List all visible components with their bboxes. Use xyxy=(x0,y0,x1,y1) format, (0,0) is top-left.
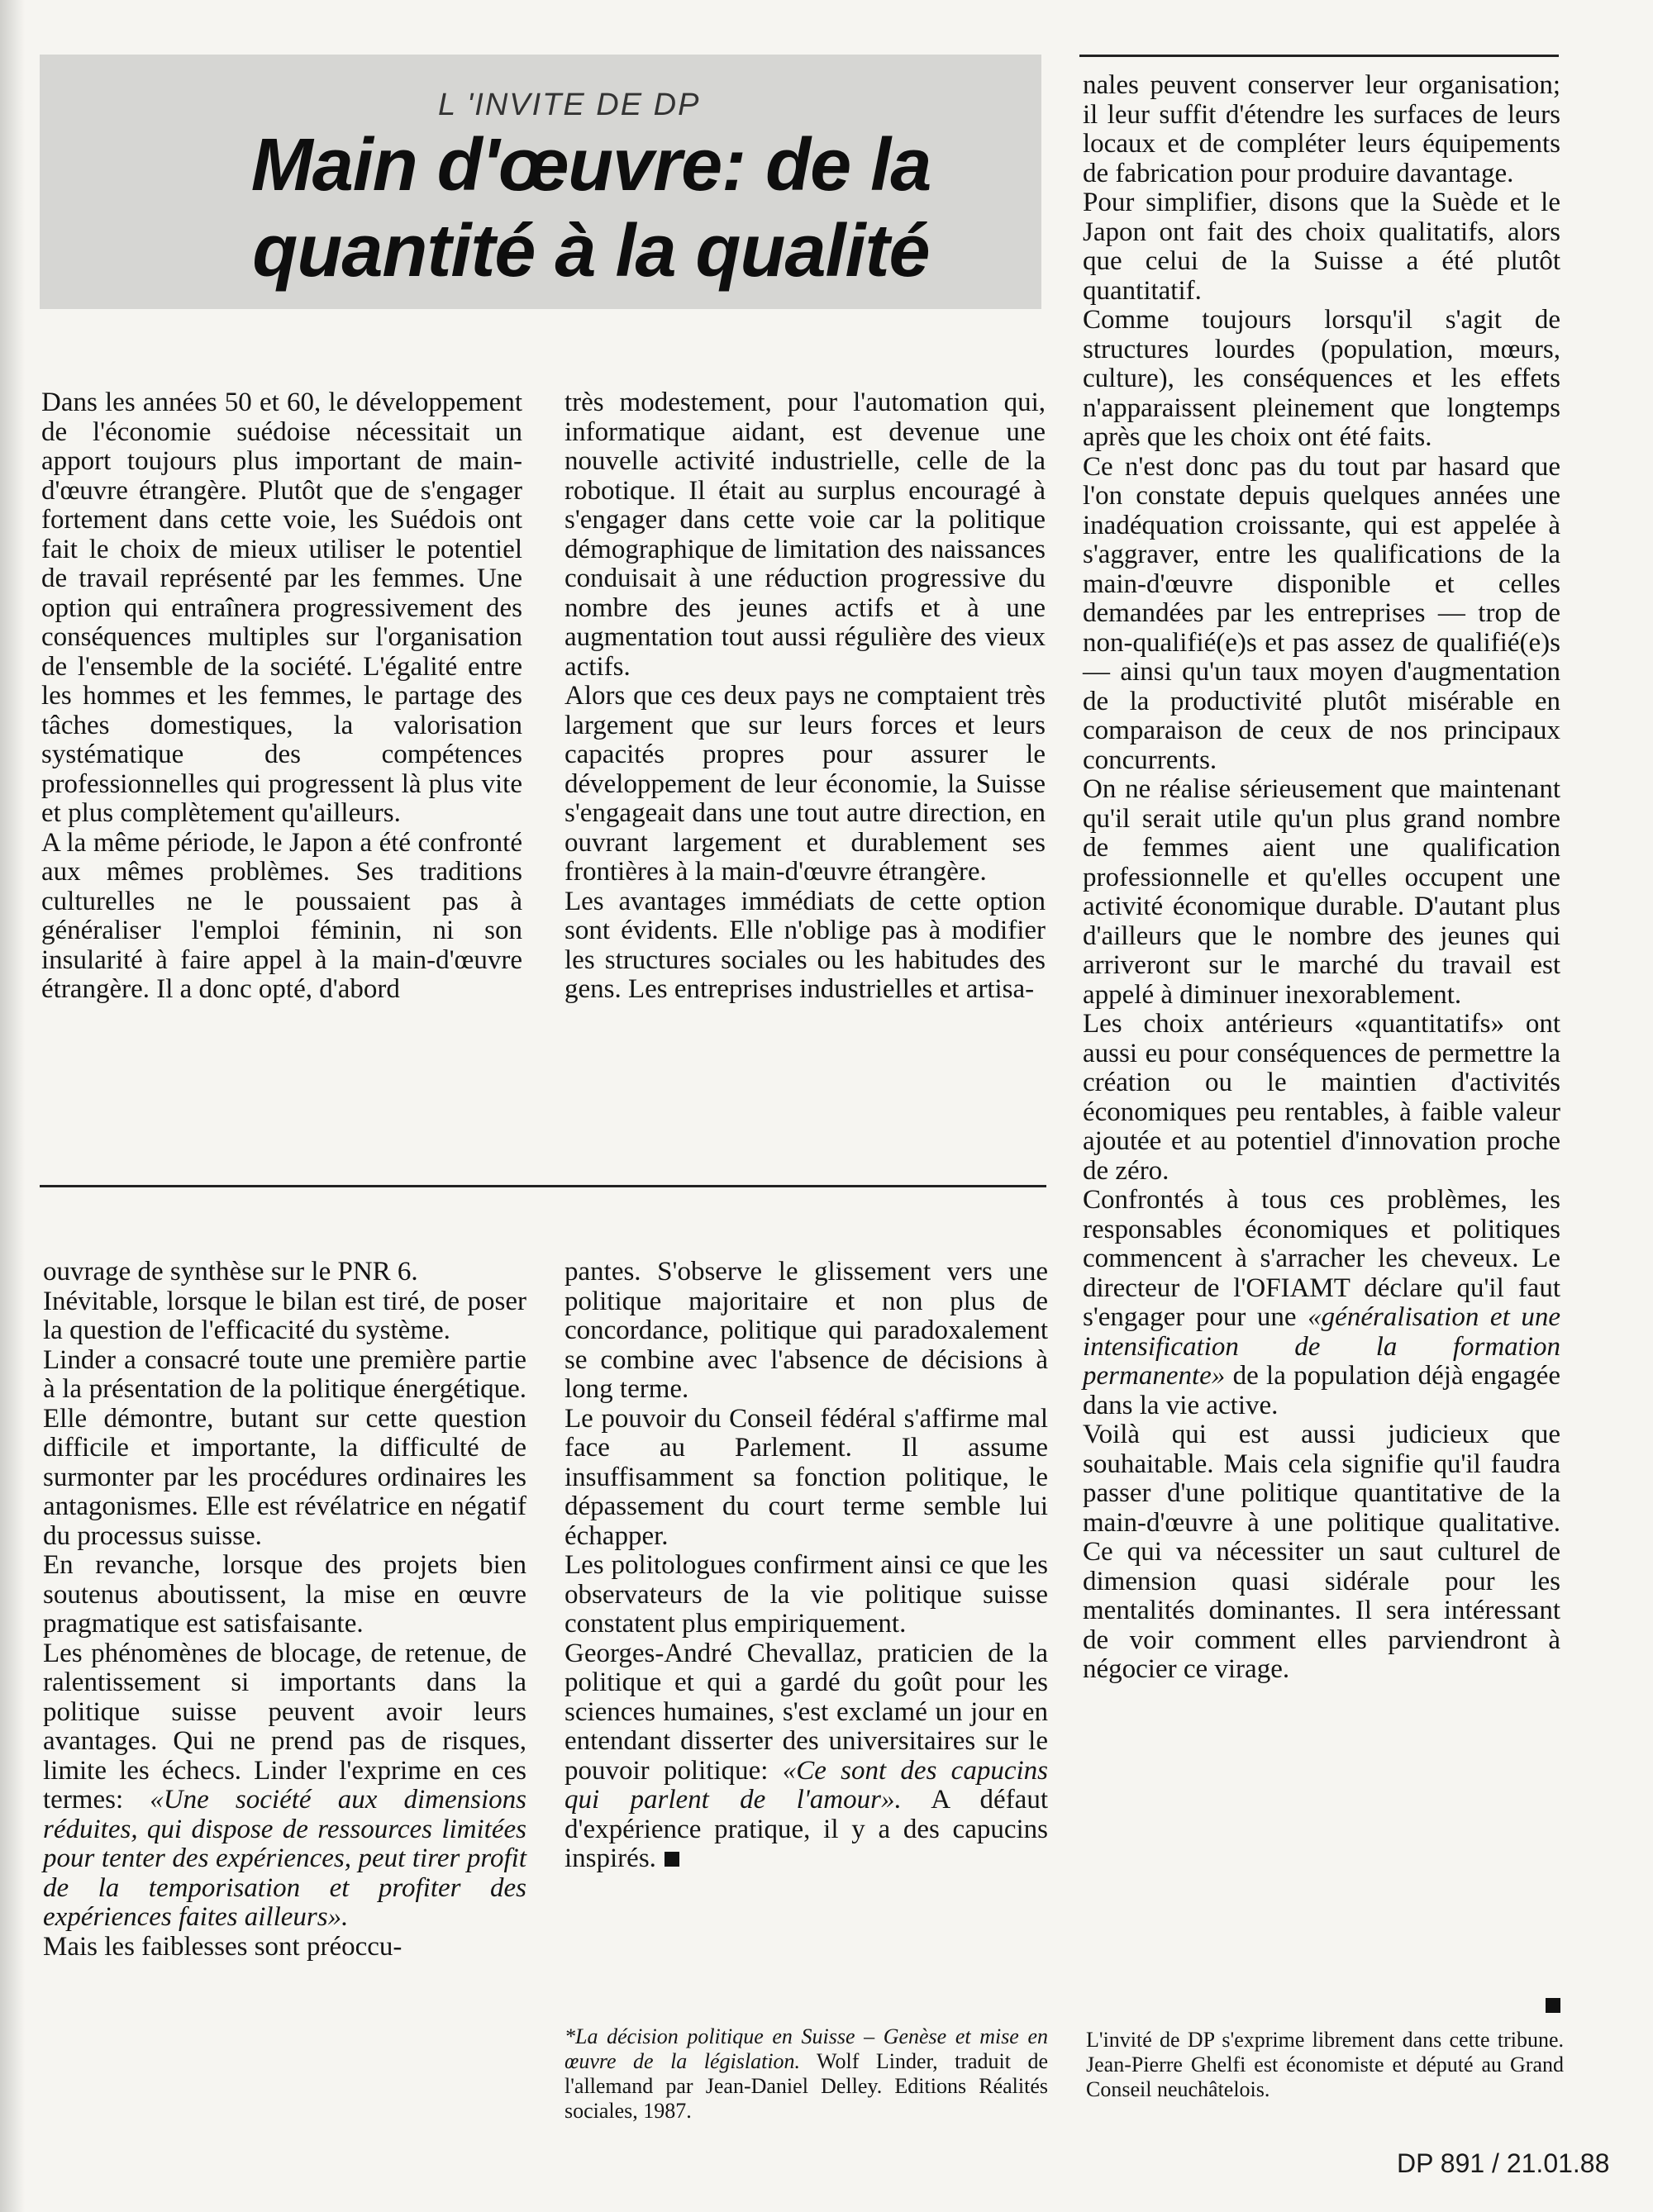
page-edge-shadow xyxy=(0,0,25,2212)
section-kicker: L 'INVITE DE DP xyxy=(438,88,701,122)
end-of-article-mark xyxy=(1546,1998,1560,2013)
end-of-article-mark xyxy=(665,1852,679,1867)
paragraph: Le pouvoir du Conseil fédéral s'affirme mal face au Parlement. Il assume insuffisamment sa fonction politique, le dépassement du court terme semble lui échapper. xyxy=(564,1403,1048,1551)
paragraph: Linder a consacré toute une première partie à la présentation de la politique énergétique. Elle démontre, butant sur cette question difficile et importante, la difficulté de surmonter par les procédures ordinaires les antagonismes. Elle est révélatrice en négatif du processus suisse. xyxy=(43,1344,526,1551)
article-column-2 xyxy=(564,388,1046,1005)
paragraph: Alors que ces deux pays ne comptaient très largement que sur leurs forces et leurs capacités propres pour assurer le développement de leur économie, la Suisse s'engageait dans une tout autre direction, en ouvrant largement et durablement ses frontières à la main-d'œuvre étrangère. xyxy=(564,681,1046,887)
paragraph: Confrontés à tous ces problèmes, les responsables économiques et politiques commencent à s'arracher les cheveux. Le directeur de l'OFIAMT déclare qu'il faut s'engager pour une «généralisation et une intensification de la formation permanente» de la population déjà engagée dans la vie active. xyxy=(1083,1185,1560,1420)
headline-line-1: Main d'œuvre: de la xyxy=(250,124,931,207)
paragraph: En revanche, lorsque des projets bien soutenus aboutissent, la mise en œuvre pragmatique est satisfaisante. xyxy=(43,1550,526,1639)
paragraph: Ce n'est donc pas du tout par hasard que l'on constate depuis quelques années une inadéquation croissante, qui est appelée à s'aggraver, entre les qualifications de la main-d'œuvre disponible et celles demandées par les entreprises — trop de non-qualifié(e)s et pas assez de qualifié(e)s — ainsi qu'un taux moyen d'augmentation de la productivité plutôt misérable en comparaison de ceux de nos principaux concurrents. xyxy=(1083,451,1560,775)
quote: «Une société aux dimensions réduites, qui dispose de ressources limitées pour tenter des expériences, peut tirer profit de la temporisation et profiter des expériences faites ailleurs». xyxy=(43,1785,526,1932)
paragraph: A la même période, le Japon a été confronté aux mêmes problèmes. Ses traditions culturelles ne le poussaient pas à généraliser l'emploi féminin, ni son insularité à faire appel à la main-d'œuvre étrangère. Il a donc opté, d'abord xyxy=(41,827,522,1004)
paragraph: Comme toujours lorsqu'il s'agit de structures lourdes (population, mœurs, culture), les conséquences et les effets n'apparaissent pleinement que longtemps après que les choix ont été faits. xyxy=(1083,305,1560,452)
article-headline xyxy=(186,122,996,294)
article-column-3 xyxy=(1083,71,1560,1685)
quote: «Ce sont des capucins qui parlent de l'amour». xyxy=(564,1755,1048,1815)
paragraph: Les choix antérieurs «quantitatifs» ont aussi eu pour conséquences de permettre la création ou le maintien d'activités économiques peu rentables, à faible valeur ajoutée et au potentiel d'innovation proche de zéro. xyxy=(1083,1009,1560,1186)
paragraph: nales peuvent conserver leur organisation; il leur suffit d'étendre les surfaces de leurs locaux et de compléter leurs équipements de fabrication pour produire davantage. xyxy=(1083,70,1560,188)
paragraph: Les phénomènes de blocage, de retenue, de ralentissement si importants dans la politique suisse peuvent avoir leurs avantages. Qui ne prend pas de risques, limite les échecs. Linder l'exprime en ces termes: «Une société aux dimensions réduites, qui dispose de ressources limitées pour tenter des expériences, peut tirer profit de la temporisation et profiter des expériences faites ailleurs». xyxy=(43,1638,526,1932)
paragraph: ouvrage de synthèse sur le PNR 6. xyxy=(43,1257,418,1287)
section-divider-rule xyxy=(40,1185,1046,1187)
paragraph: Mais les faiblesses sont préoccu- xyxy=(43,1931,403,1962)
paragraph: Les avantages immédiats de cette option sont évidents. Elle n'oblige pas à modifier les structures sociales ou les habitudes des gens. Les entreprises industrielles et artisa- xyxy=(564,886,1046,1004)
article-column-1 xyxy=(41,388,522,1005)
paragraph: Inévitable, lorsque le bilan est tiré, de poser la question de l'efficacité du système. xyxy=(43,1286,526,1345)
paragraph: Dans les années 50 et 60, le développement de l'économie suédoise nécessitait un apport toujours plus important de main-d'œuvre étrangère. Plutôt que de s'engager fortement dans cette voie, les Suédois ont fait le choix de mieux utiliser le potentiel de travail représenté par les femmes. Une option qui entraînera progressivement des conséquences multiples sur l'organisation de l'ensemble de la société. L'égalité entre les hommes et les femmes, le partage des tâches domestiques, la valorisation systématique des compétences professionnelles qui progressent là plus vite et plus complètement qu'ailleurs. xyxy=(41,388,522,828)
page-folio: DP 891 / 21.01.88 xyxy=(1397,2148,1610,2178)
article-column-4 xyxy=(43,1258,526,1962)
column-top-rule xyxy=(1079,55,1559,57)
paragraph: Georges-André Chevallaz, praticien de la politique et qui a gardé du goût pour les sciences humaines, s'est exclamé un jour en entendant disserter des universitaires sur le pouvoir politique: «Ce sont des capucins qui parlent de l'amour». A défaut d'expérience pratique, il y a des capucins inspirés. xyxy=(564,1638,1048,1873)
paragraph: Voilà qui est aussi judicieux que souhaitable. Mais cela signifie qu'il faudra passer d'une politique quantitative de la main-d'œuvre à une politique qualitative. Ce qui va nécessiter un saut culturel de dimension quasi sidérale pour les mentalités dominantes. Il sera intéressant de voir comment elles parviendront à négocier ce virage. xyxy=(1083,1420,1560,1684)
paragraph: On ne réalise sérieusement que maintenant qu'il serait utile qu'un plus grand nombre de femmes aient une qualification professionnelle et qu'elles occupent une activité économique durable. D'autant plus d'ailleurs que le nombre des jeunes qui arriveront sur le marché du travail est appelé à diminuer inexorablement. xyxy=(1083,774,1560,1010)
paragraph: Les politologues confirment ainsi ce que les observateurs de la vie politique suisse constatent plus empiriquement. xyxy=(564,1550,1048,1639)
article-column-5 xyxy=(564,1258,1048,1874)
paragraph: pantes. S'observe le glissement vers une politique majoritaire et non plus de concordance, politique qui paradoxalement se combine avec l'absence de décisions à long terme. xyxy=(564,1257,1048,1404)
headline-line-2: quantité à la qualité xyxy=(252,210,930,293)
paragraph: Pour simplifier, disons que la Suède et le Japon ont fait des choix qualitatifs, alors que celui de la Suisse a été plutôt quantitatif. xyxy=(1083,188,1560,306)
book-reference-note: *La décision politique en Suisse – Genèse et mise en œuvre de la législation. Wolf Linder, traduit de l'allemand par Jean-Daniel Delley. Editions Réalités sociales, 1987. xyxy=(564,2024,1048,2123)
quote: «généralisation et une intensification de la formation permanente» xyxy=(1083,1302,1560,1391)
author-note: L'invité de DP s'exprime librement dans cette tribune. Jean-Pierre Ghelfi est économiste et député au Grand Conseil neuchâtelois. xyxy=(1086,2028,1564,2101)
paragraph: très modestement, pour l'automation qui, informatique aidant, est devenue une nouvelle activité industrielle, celle de la robotique. Il était au surplus encouragé à s'engager dans cette voie car la politique démographique de limitation des naissances conduisait à une réduction progressive du nombre des jeunes actifs et à une augmentation tout aussi régulière des vieux actifs. xyxy=(564,388,1046,682)
